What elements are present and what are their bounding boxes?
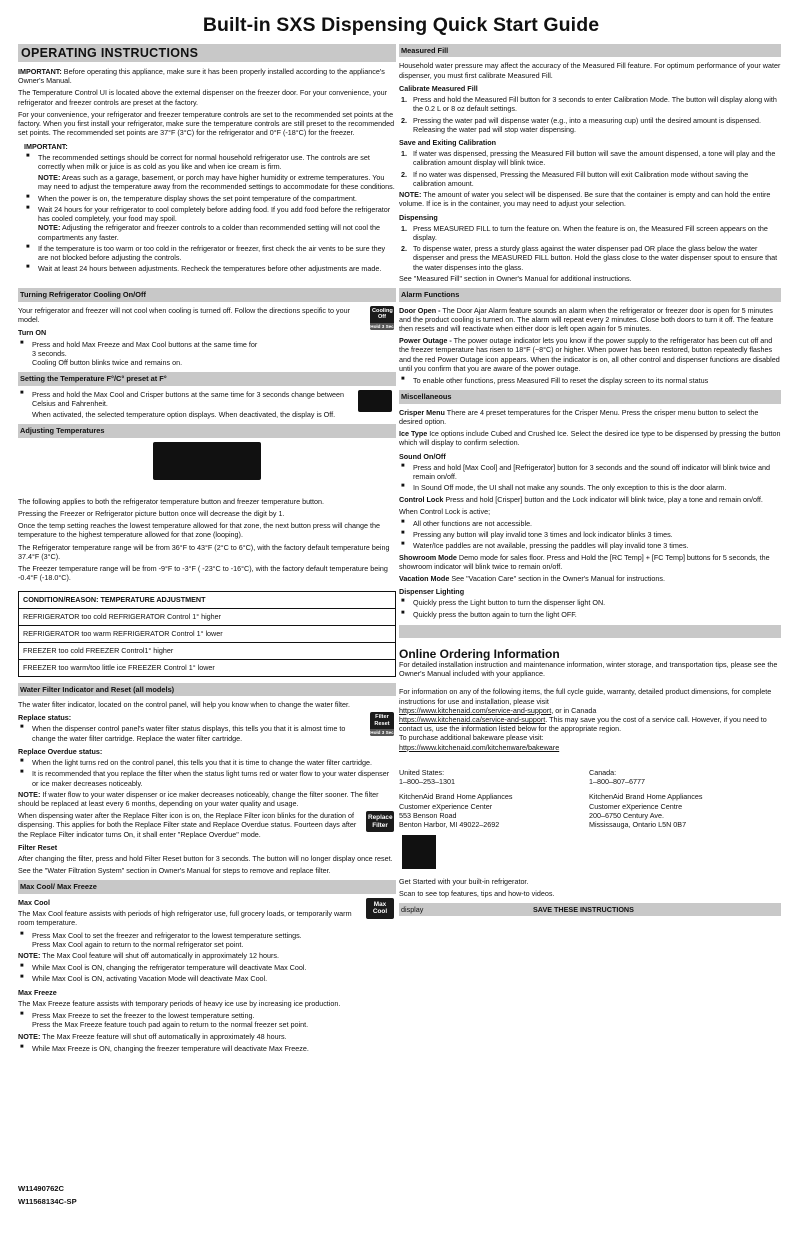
table-cell: REFRIGERATOR too warm REFRIGERATOR Control 1° lower (19, 625, 396, 642)
control-lock-text: Press and hold [Crisper] button and the Lock indicator will blink twice, play a tone and remain on/off. (443, 494, 763, 504)
temperature-table (18, 591, 396, 677)
control-lock-list (399, 519, 781, 551)
list-item: ■ Quickly press the Light button to turn the dispenser light ON. (399, 598, 781, 607)
list-item: ■ When the dispenser control panel's water filter status displays, this tells you that it is almost time to change the water filter cartridge. Replace the water filter cartridge. (18, 724, 396, 742)
replace-filter-icon: Replace Filter (366, 811, 394, 832)
setting-list (18, 390, 396, 408)
max-cool-note (18, 951, 396, 960)
operating-instructions-heading: OPERATING INSTRUCTIONS (18, 44, 396, 62)
us-address (399, 792, 589, 829)
list-number: 1. (401, 149, 407, 159)
setting-sub: When activated, the selected temperature option displays. When deactivated, the display is Off. (32, 410, 336, 420)
list-item: ■ Press and hold [Max Cool] and [Refrigerator] button for 3 seconds and the sound off indicator will blink twice and remain on/off. (399, 463, 781, 481)
adjust-paragraph: The following applies to both the refrigerator temperature button and freezer temperature button. (18, 496, 325, 506)
list-item-text: Press Max Cool to set the freezer and refrigerator to the lowest temperature settings. (32, 930, 302, 940)
filter-paragraph: The water filter indicator, located on the control panel, will help you know when to change the water filter. (18, 699, 351, 709)
adjust-paragraph: The Freezer temperature range will be from -9°F to -3°F ( -23°C to -16°C), with the factory default temperature being -0.4°F (-18.0°C). (18, 564, 388, 583)
save-exit-list (399, 149, 781, 188)
power-list (399, 376, 781, 385)
table-cell: FREEZER too warm/too little ice FREEZER Control 1° lower (19, 659, 396, 676)
save-bar-left: display (401, 904, 424, 914)
alarm-heading: Alarm Functions (399, 288, 781, 301)
list-item-text: If no water was dispensed, Pressing the Measured Fill button will exit Calibration mode without saving the calibration amount. (413, 169, 749, 188)
showroom-paragraph (399, 553, 781, 571)
list-item: ■ When the power is on, the temperature display shows the set point temperature of the compartment. (24, 194, 396, 203)
address-line: KitchenAid Brand Home Appliances (589, 792, 703, 802)
list-number: 1. (401, 223, 407, 233)
note-text: The Max Freeze feature will shut off automatically in approximately 48 hours. (40, 1031, 287, 1041)
max-cool-list (18, 931, 396, 949)
ca-support-link[interactable]: https://www.kitchenaid.ca/service-and-support (399, 715, 546, 724)
contact-phones (399, 768, 781, 786)
cooling-heading: Turning Refrigerator Cooling On/Off (18, 288, 396, 301)
list-item-text: Wait 24 hours for your refrigerator to cool completely before adding food. If you add food before the refrigerator has cooled completely, your food may spoil. (38, 204, 391, 224)
lighting-heading: Dispenser Lighting (399, 587, 465, 597)
important-box (18, 142, 396, 274)
online-heading: Online Ordering Information (399, 646, 560, 661)
reset-heading: Filter Reset (18, 842, 58, 852)
ice-type-paragraph (399, 429, 781, 447)
list-item: ■ If the temperature is too warm or too cold in the refrigerator or freezer, first check the air vents to be sure they are not blocked before adjusting the controls. (24, 244, 396, 262)
list-item-text: Press and hold Max Freeze and Max Cool buttons at the same time for (32, 339, 258, 349)
max-cool-list-2 (18, 963, 396, 983)
scan-text: Scan to see top features, tips and how-to videos. (399, 889, 555, 899)
bakeware-link[interactable]: https://www.kitchenaid.com/kitchenware/bakeware (399, 742, 560, 752)
list-item: ■ Pressing any button will play invalid tone 3 times and lock indicator blinks 3 times. (399, 530, 781, 539)
crisper-paragraph (399, 408, 781, 426)
online-paragraph-2 (399, 687, 781, 752)
address-line: Customer eXperience Center (399, 801, 493, 811)
power-outage-text: The power outage indicator lets you know if the power supply to the refrigerator has been cut off and the freezer temperature has risen to 18°F (−8°C) or higher. When power has been restored, button repeatedly flashes and the red Power Outage icon appears. When the indicator is on, all other control and dispenser functions are disabled until you confirm that you are aware of the power outage. (399, 336, 780, 373)
overdue-heading: Replace Overdue status: (18, 746, 103, 756)
us-phone: 1–800–253–1301 (399, 777, 455, 787)
address-line: KitchenAid Brand Home Appliances (399, 792, 513, 802)
adjust-paragraph: Pressing the Freezer or Refrigerator picture button once will decrease the digit by 1. (18, 508, 285, 518)
control-lock-label: Control Lock (399, 494, 444, 504)
important-paragraph (18, 67, 396, 85)
left-column (18, 44, 396, 1055)
list-item: ■ Press and hold the Max Cool and Crisper buttons at the same time for 3 seconds change between Celsius and Fahrenheit. (18, 390, 396, 408)
note-text: Areas such as a garage, basement, or porch may have higher humidity or extreme temperatures. You may need to adjust the temperature away from the recommended settings to accommodate for these conditions. (38, 173, 395, 192)
list-item: ■ All other functions are not accessible. (399, 519, 781, 528)
sound-heading: Sound On/Off (399, 451, 446, 461)
list-item-text: 3 seconds. (32, 348, 67, 358)
document-codes (18, 1183, 77, 1208)
note-label: NOTE: (38, 173, 61, 183)
calibrate-list (399, 95, 781, 134)
control-lock-paragraph (399, 495, 781, 504)
page-title: Built-in SXS Dispensing Quick Start Guide (202, 14, 600, 36)
vacation-text: See "Vacation Care" section in the Owner's Manual for instructions. (449, 574, 666, 584)
important-text: Before operating this appliance, make sure it has been properly installed according to the appliance's Owner's Manual. (18, 67, 385, 86)
setting-heading: Setting the Temperature F°/C° preset at F° (18, 372, 396, 385)
max-freeze-list-2 (18, 1044, 396, 1053)
address-line: Customer eXperience Centre (589, 801, 683, 811)
us-label: United States: (399, 767, 445, 777)
address-line: 200–6750 Century Ave. (589, 810, 664, 820)
get-started: Get Started with your built-in refrigerator. (399, 877, 529, 887)
list-number: 2. (401, 115, 407, 125)
note-text: The amount of water you select will be dispensed. Be sure that the container is empty and can hold the entire volume. If ice is in the container, you may need to adjust your selection. (399, 190, 771, 209)
list-item (399, 95, 781, 113)
online-text: For information on any of the following items, the full cycle guide, warranty, detailed product dimensions, for complete instructions for use and installation, please visit (399, 687, 772, 706)
table-row (19, 642, 396, 659)
turn-on-list (18, 340, 396, 368)
table-cell: REFRIGERATOR too cold REFRIGERATOR Control 1° higher (19, 608, 396, 625)
list-number: 2. (401, 244, 407, 254)
address-line: 553 Benson Road (399, 810, 457, 820)
adjust-paragraph: Once the temp setting reaches the lowest temperature allowed for that zone, the next button press will change the temperature to the highest temperature allowed for that zone (looping). (18, 521, 380, 540)
adjust-heading: Adjusting Temperatures (18, 424, 396, 437)
misc-heading: Miscellaneous (399, 390, 781, 403)
important-list (24, 153, 396, 274)
section-divider (399, 625, 781, 638)
crisper-text: There are 4 preset temperatures for the Crisper Menu. Press the crisper menu button to select the desired option. (399, 407, 759, 426)
filter-reset-label: Filter Reset (374, 714, 390, 727)
sound-list (399, 463, 781, 493)
cooling-off-label: Cooling Off (372, 307, 393, 321)
showroom-text: Demo mode for sales floor. Press and Hold the [RC Temp] + [FC Temp] buttons for 5 seconds, the showroom indicator will blink twice to remain on/off. (399, 552, 770, 571)
list-item-text: Pressing the water pad will dispense water (e.g., into a measuring cup) until the desired amount is dispensed. Releasing the water pad will stop water dispensing. (413, 115, 761, 134)
note-label: NOTE: (18, 951, 41, 961)
list-item (24, 153, 396, 192)
max-cool-button[interactable]: Max Cool (366, 898, 394, 919)
crisper-label: Crisper Menu (399, 407, 445, 417)
max-freeze-list (18, 1011, 396, 1029)
power-outage-label: Power Outage - (399, 336, 452, 346)
cooling-paragraph: Your refrigerator and freezer will not cool when cooling is turned off. Follow the directions specific to your model. (18, 305, 350, 325)
list-item: ■ When the light turns red on the control panel, this tells you that it is time to change the water filter cartridge. (18, 758, 396, 767)
overdue-paragraph: When dispensing water after the Replace Filter icon is on, the Replace Filter icon blinks for the duration of dispensing. This applies for both the Replace Filter state and Replace Overdue status. Fourteen days after the Replace Filter indicator turns On, it shall enter "Replace Overdue" mode. (18, 811, 357, 839)
filter-heading: Water Filter Indicator and Reset (all models) (18, 683, 396, 696)
max-freeze-note (18, 1032, 396, 1041)
save-instructions-bar (399, 903, 781, 916)
save-note (399, 190, 781, 208)
lighting-list (399, 598, 781, 618)
vacation-label: Vacation Mode (399, 574, 450, 584)
note-label: NOTE: (38, 223, 61, 233)
intro-paragraph: The Temperature Control UI is located above the external dispenser on the freezer door. For your convenience, your refrigerator and freezer controls are preset at the factory. (18, 88, 388, 107)
list-item: ■ Water/Ice paddles are not available, pressing the paddles will play invalid tone 3 times. (399, 541, 781, 550)
max-freeze-paragraph: The Max Freeze feature assists with temporary periods of heavy ice use by increasing ice production. (18, 998, 341, 1008)
note-label: NOTE: (18, 1031, 41, 1041)
table-header (19, 591, 396, 608)
contact-addresses (399, 792, 781, 829)
max-cool-paragraph: The Max Cool feature assists with periods of high refrigerator use, full grocery loads, or temporarily warm room temperature. (18, 909, 352, 928)
online-text: , or in Canada (551, 705, 597, 715)
list-item-text: The recommended settings should be correct for normal household refrigerator use. The controls are set correctly when milk or juice is as cold as you like and when ice cream is firm. (38, 152, 370, 171)
table-cell: FREEZER too cold FREEZER Control1° higher (19, 642, 396, 659)
showroom-label: Showroom Mode (399, 552, 457, 562)
list-item-text: Press and hold the Measured Fill button for 3 seconds to enter Calibration Mode. The button will display along with the 0.2 L or 8 oz default settings. (413, 95, 777, 114)
list-item-text: Press MEASURED FILL to turn the feature on. When the feature is on, the Measured Fill screen appears on the display. (413, 223, 768, 242)
save-instructions: SAVE THESE INSTRUCTIONS (533, 904, 634, 914)
list-item: ■ While Max Cool is ON, activating Vacation Mode will deactivate Max Cool. (18, 974, 396, 983)
cooling-off-button[interactable] (370, 306, 394, 330)
list-item: ■ While Max Freeze is ON, changing the freezer temperature will deactivate Max Freeze. (18, 1044, 396, 1053)
control-panel-image (153, 442, 261, 480)
list-item (18, 1011, 396, 1029)
door-open-label: Door Open - (399, 305, 441, 315)
online-paragraph: For detailed installation instruction and maintenance information, winter storage, and transportation tips, please see the Owner's Manual included with your appliance. (399, 659, 778, 679)
dispensing-list (399, 224, 781, 272)
overdue-list (18, 758, 396, 788)
list-item-text: If water was dispensed, pressing the Measured Fill button will save the amount dispensed, a tone will play and the calibration amount display will blink twice. (413, 149, 776, 168)
list-item (399, 116, 781, 134)
online-text: . This may save you the cost of a service call. However, if you need to contact us, use the information listed below for the appropriate region. (399, 715, 767, 734)
address-line: Benton Harbor, MI 49022–2692 (399, 819, 500, 829)
door-open-paragraph (399, 306, 781, 334)
note-text: If water flow to your water dispenser or ice maker decreases noticeably, change the filter sooner. The filter should be replaced at least every 6 months, depending on your water quality and usage. (18, 789, 379, 808)
measured-fill-heading: Measured Fill (399, 44, 781, 57)
save-exit-heading: Save and Exiting Calibration (399, 138, 497, 147)
note-label: NOTE: (399, 190, 422, 200)
important-label: IMPORTANT: (18, 67, 62, 76)
online-text: To purchase additional bakeware please visit: (399, 733, 544, 743)
replace-list (18, 724, 396, 742)
max-cool-heading: Max Cool (18, 897, 50, 907)
note-label: NOTE: (18, 789, 41, 799)
list-item-text: To dispense water, press a sturdy glass against the water dispenser pad OR place the glass below the water dispenser and press the MEASURED FILL button. Hold the glass close to the water dispenser spout to ensure that the water dispenses into the glass. (413, 244, 778, 272)
hold-label: Hold 3 Sec (370, 323, 394, 329)
reset-paragraph: After changing the filter, press and hold Filter Reset button for 3 seconds. The button will no longer display once reset. (18, 854, 393, 864)
important-heading: IMPORTANT: (24, 141, 68, 151)
document-code: W11568134C-SP (18, 1196, 77, 1206)
table-row (19, 625, 396, 642)
setpoint-paragraph: For your convenience, your refrigerator and freezer temperature controls are set to the recommended set points at the factory. When you first install your refrigerator, make sure the temperature controls are still preset to the recommended set points. The recommended set points are 37°F (3°C) for the refrigerator and 0°F (-18°C) for the freezer. (18, 109, 395, 138)
ca-contact (589, 768, 779, 786)
list-item: ■ Quickly press the button again to turn the light OFF. (399, 610, 781, 619)
list-item (399, 244, 781, 272)
qr-code[interactable] (402, 835, 436, 869)
list-item: ■ While Max Cool is ON, changing the refrigerator temperature will deactivate Max Cool. (18, 963, 396, 972)
control-lock-when: When Control Lock is active; (399, 506, 491, 516)
max-freeze-heading: Max Freeze (18, 987, 57, 997)
list-item: ■ It is recommended that you replace the filter when the status light turns red or water flow to your water dispenser or ice maker decreases noticeably. (18, 769, 396, 787)
calibrate-heading: Calibrate Measured Fill (399, 83, 478, 93)
list-item: ■ Wait at least 24 hours between adjustments. Recheck the temperatures before other adjustments are made. (24, 264, 396, 273)
power-outage-paragraph (399, 336, 781, 373)
list-item (399, 170, 781, 188)
note-text: Adjusting the refrigerator and freezer controls to a colder than recommended setting will not cool the compartments any faster. (38, 223, 380, 242)
dispensing-heading: Dispensing (399, 212, 438, 222)
table-row (19, 659, 396, 676)
list-item (399, 224, 781, 242)
list-number: 2. (401, 169, 407, 179)
turn-on-heading: Turn ON (18, 328, 47, 338)
overdue-note (18, 790, 396, 808)
vacation-paragraph (399, 574, 781, 583)
table-header-cell: CONDITION/REASON: TEMPERATURE ADJUSTMENT (19, 591, 396, 608)
ca-address (589, 792, 779, 829)
replace-heading: Replace status: (18, 713, 72, 723)
ice-type-label: Ice Type (399, 429, 428, 439)
dispensing-see: See "Measured Fill" section in Owner's Manual for additional instructions. (399, 273, 632, 283)
measured-paragraph: Household water pressure may affect the accuracy of the Measured Fill feature. For optimum performance of your water dispenser, you must first calibrate Measured Fill. (399, 61, 781, 80)
ca-label: Canada: (589, 767, 617, 777)
list-item (399, 149, 781, 167)
list-item-text: Press Max Freeze to set the freezer to the lowest temperature setting. (32, 1011, 255, 1021)
document-code: W11490762C (18, 1184, 65, 1193)
ca-phone: 1–800–807–6777 (589, 777, 645, 787)
list-item (18, 931, 396, 949)
door-open-text: The Door Ajar Alarm feature sounds an alarm when the refrigerator or freezer door is open for 5 minutes and the product cooling is turned on. The alarm will repeat every 2 minutes. Close both doors to turn it off. The feature then resets and will reactivate when either door is left open again for 5 minutes. (399, 305, 774, 333)
right-column (399, 44, 781, 916)
ice-type-text: Ice options include Cubed and Crushed Ice. Select the desired ice type to be dispensed by pressing the button which will display to confirm selection. (399, 429, 781, 448)
list-item-text: Press Max Cool again to return to the normal refrigerator set point. (32, 939, 244, 949)
list-item: ■ In Sound Off mode, the UI shall not make any sounds. The only exception to this is the door alarm. (399, 483, 781, 492)
reset-paragraph: See the "Water Filtration System" section in Owner's Manual for steps to remove and replace filter. (18, 866, 331, 876)
list-item-text: Cooling Off button blinks twice and remains on. (32, 357, 183, 367)
list-item-text: Press the Max Freeze feature touch pad again to return to the normal freezer set point. (32, 1020, 309, 1030)
address-line: Mississauga, Ontario L5N 0B7 (589, 819, 687, 829)
max-heading: Max Cool/ Max Freeze (18, 880, 396, 893)
list-number: 1. (401, 95, 407, 105)
hold-label: Hold 3 Sec (370, 730, 394, 736)
list-item: ■ To enable other functions, press Measured Fill to reset the display screen to its normal status (399, 376, 781, 385)
note-text: The Max Cool feature will shut off automatically in approximately 12 hours. (40, 951, 279, 961)
us-support-link[interactable]: https://www.kitchenaid.com/service-and-support (399, 705, 552, 715)
list-item (18, 340, 396, 368)
list-item (24, 205, 396, 242)
us-contact (399, 768, 589, 786)
table-row (19, 608, 396, 625)
adjust-paragraph: The Refrigerator temperature range will be from 36°F to 43°F (2°C to 6°C), with the factory default temperature being 37.4°F (3°C). (18, 542, 390, 561)
